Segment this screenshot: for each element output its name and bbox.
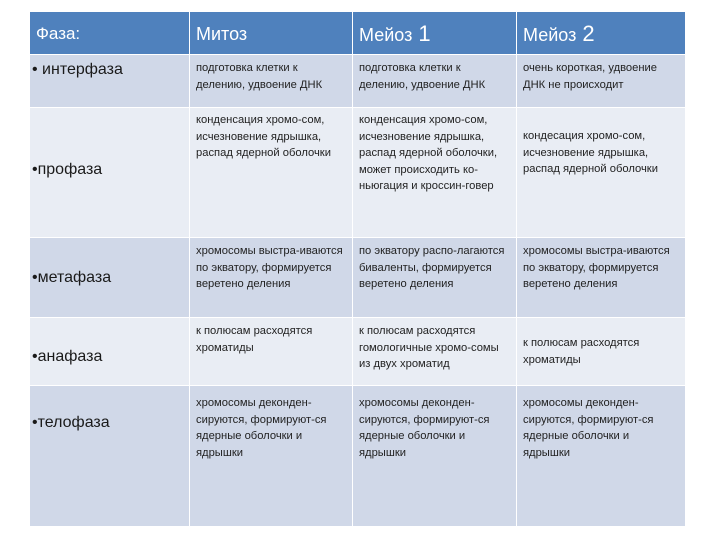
meiosis-1-cell: по экватору распо-лагаются биваленты, формируется веретено деления (353, 238, 517, 318)
meiosis-1-cell: к полюсам расходятся гомологичные хромо-сомы из двух хроматид (353, 318, 517, 386)
meiosis-1-cell: подготовка клетки к делению, удвоение ДНК (353, 55, 517, 108)
mitosis-cell: хромосомы выстра-иваются по экватору, формируется веретено деления (190, 238, 353, 318)
phase-cell: • интерфаза (30, 55, 190, 108)
meiosis-2-cell: хромосомы деконден-сируются, формируют-ся ядерные оболочки и ядрышки (517, 386, 686, 527)
phase-cell: •телофаза (30, 386, 190, 527)
table-row-interphase (30, 55, 686, 108)
mitosis-cell: конденсация хромо-сом, исчезновение ядрышка, распад ядерной оболочки (190, 108, 353, 238)
meiosis-1-cell: конденсация хромо-сом, исчезновение ядрышка, распад ядерной оболочки, может происходить ко-ньюгация и кроссин-говер (353, 108, 517, 238)
meiosis-2-cell: очень короткая, удвоение ДНК не происходит (517, 55, 686, 108)
mitosis-cell: подготовка клетки к делению, удвоение ДНК (190, 55, 353, 108)
table-row-prophase (30, 108, 686, 238)
table-row-telophase (30, 386, 686, 527)
header-meiosis-1-word: Мейоз (359, 25, 413, 45)
header-mitosis: Митоз (190, 12, 353, 55)
meiosis-2-cell: хромосомы выстра-иваются по экватору, формируется веретено деления (517, 238, 686, 318)
header-phase: Фаза: (30, 12, 190, 55)
header-meiosis-2-number: 2 (582, 21, 595, 46)
comparison-table-container (29, 11, 685, 523)
header-meiosis-1 (353, 12, 517, 55)
table-row-metaphase (30, 238, 686, 318)
phase-cell: •метафаза (30, 238, 190, 318)
phase-comparison-table (29, 11, 686, 527)
meiosis-2-cell: к полюсам расходятся хроматиды (517, 318, 686, 386)
mitosis-cell: хромосомы деконден-сируются, формируют-ся ядерные оболочки и ядрышки (190, 386, 353, 527)
mitosis-cell: к полюсам расходятся хроматиды (190, 318, 353, 386)
meiosis-2-cell: кондесация хромо-сом, исчезновение ядрышка, распад ядерной оболочки (517, 108, 686, 238)
phase-cell: •профаза (30, 108, 190, 238)
header-meiosis-2 (517, 12, 686, 55)
phase-cell: •анафаза (30, 318, 190, 386)
header-meiosis-1-number: 1 (418, 21, 431, 46)
meiosis-1-cell: хромосомы деконден-сируются, формируют-ся ядерные оболочки и ядрышки (353, 386, 517, 527)
header-meiosis-2-word: Мейоз (523, 25, 577, 45)
table-header-row (30, 12, 686, 55)
table-row-anaphase (30, 318, 686, 386)
